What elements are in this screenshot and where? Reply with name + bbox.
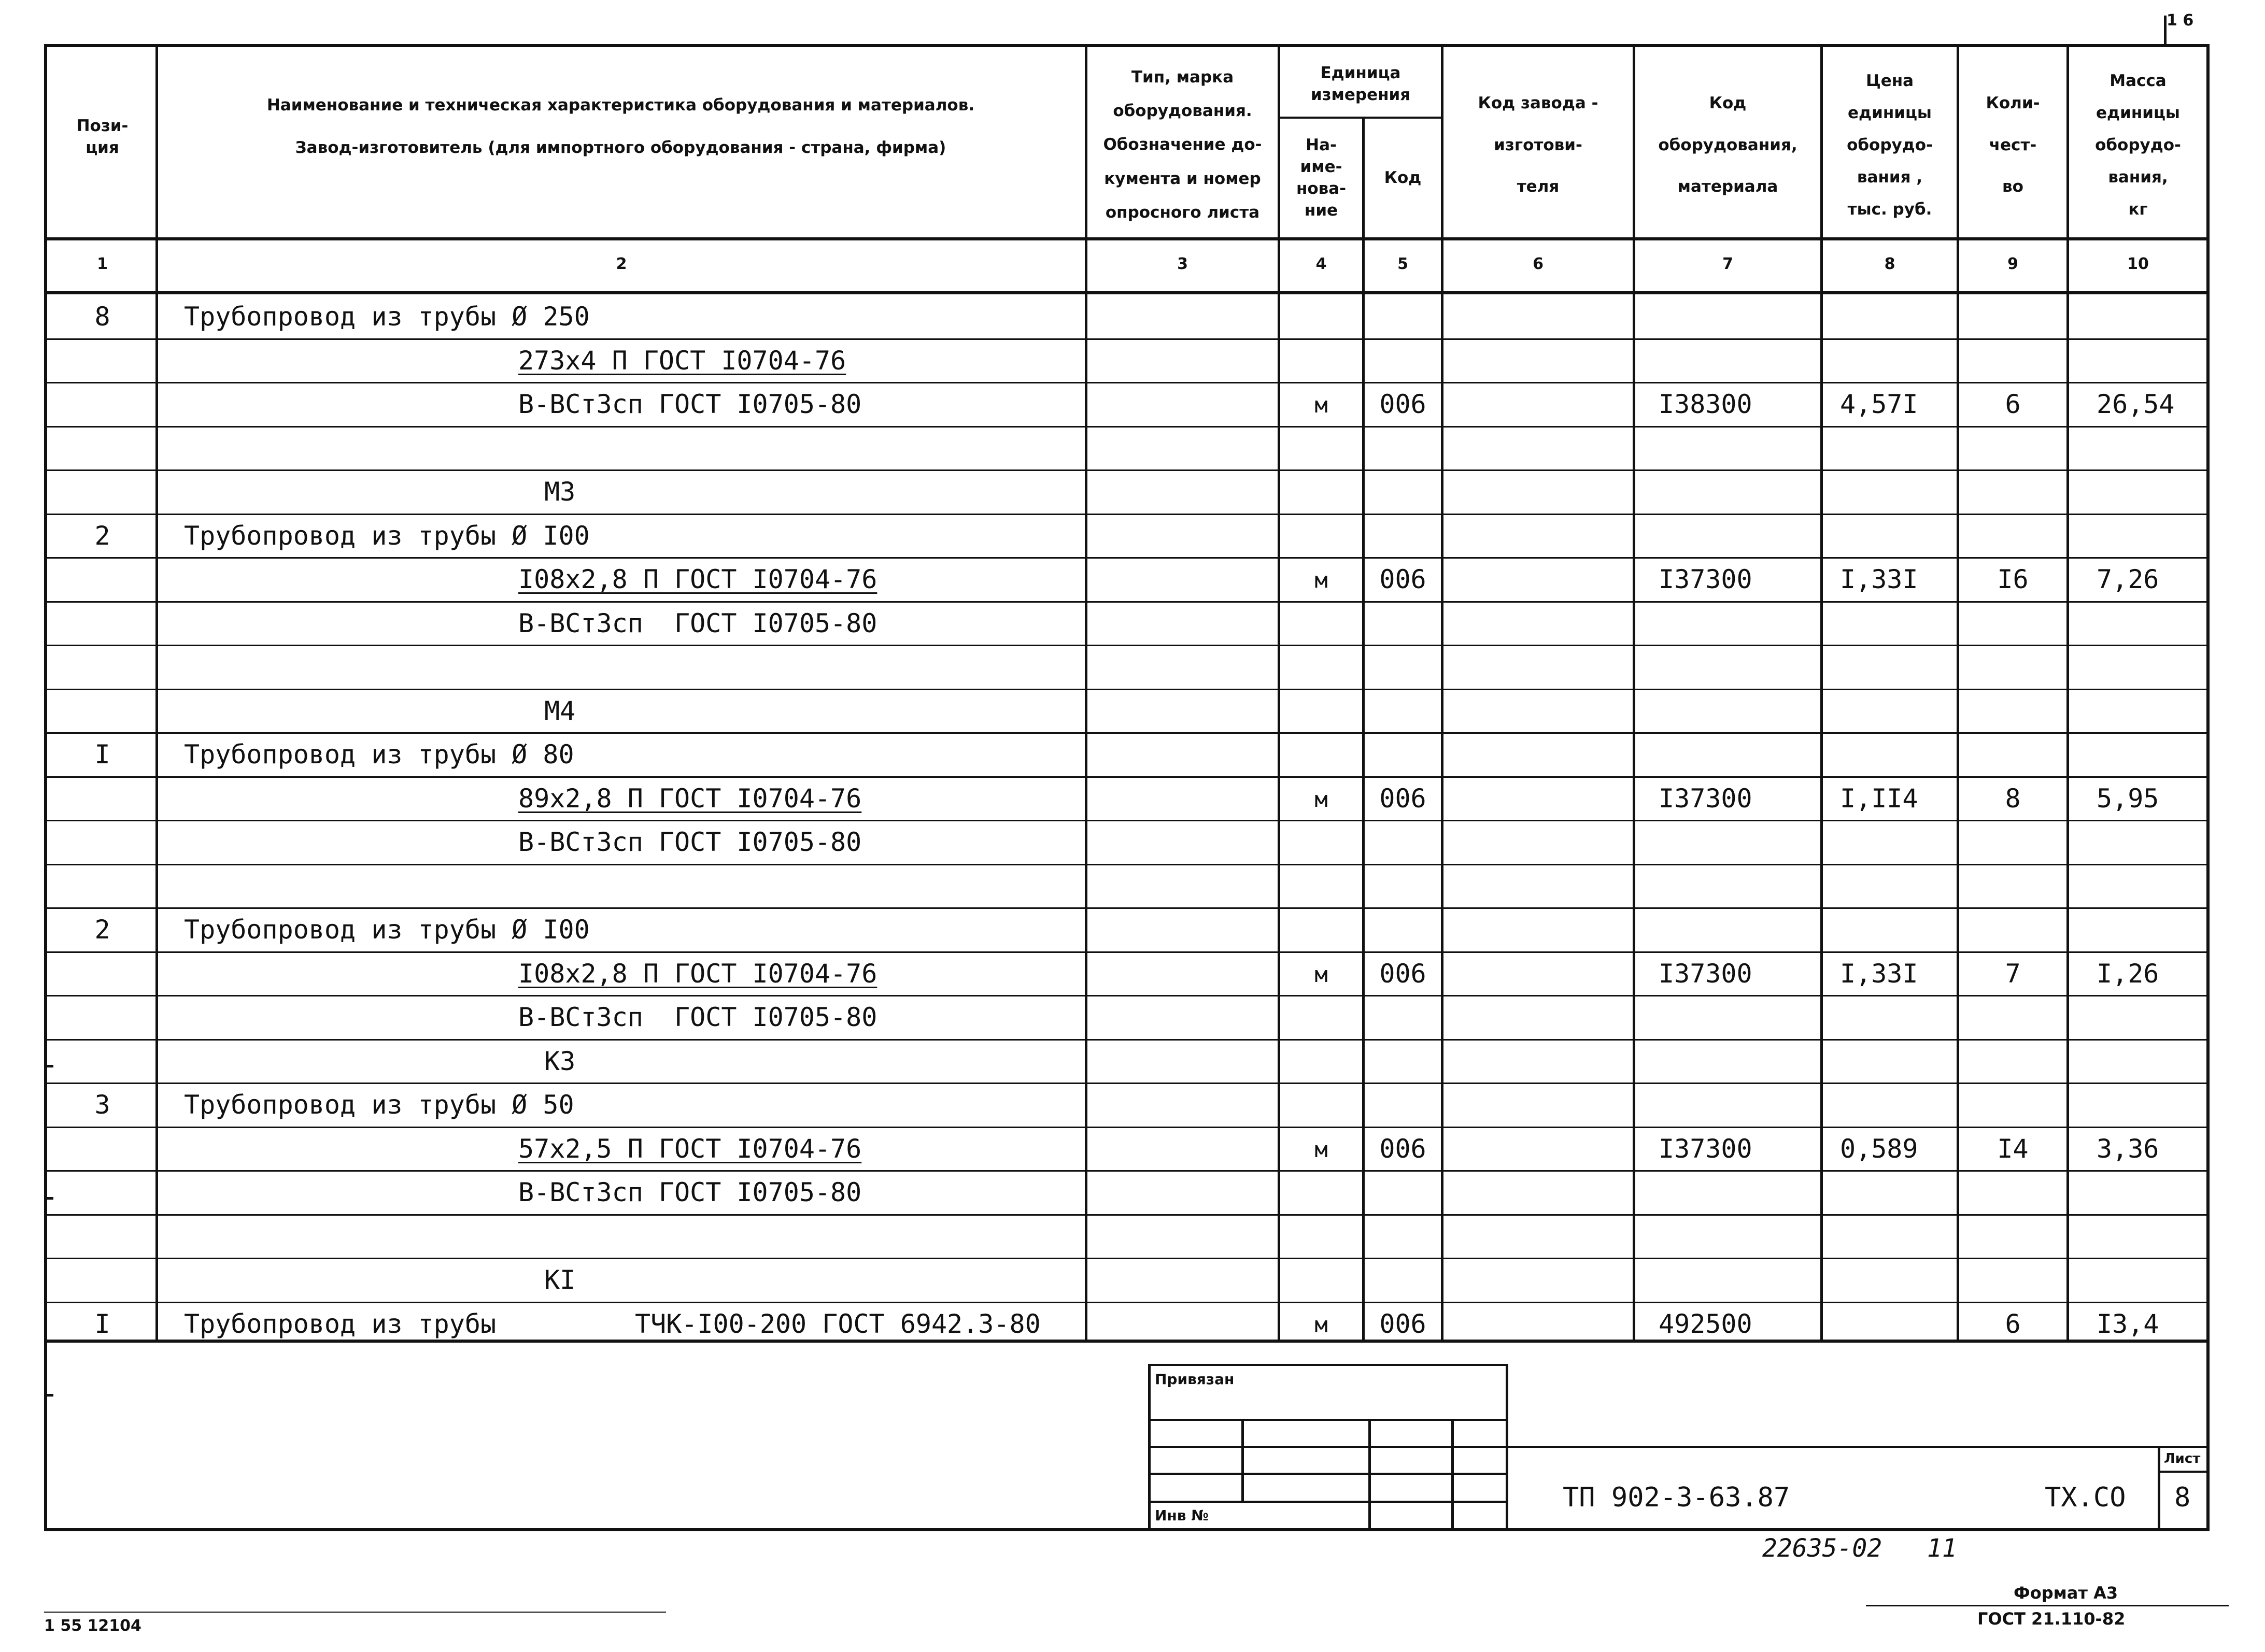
sheet-number: 8	[2174, 1482, 2191, 1513]
header-type: Тип, марка оборудования. Обозначение до- кумента и номер опросного листа	[1103, 68, 1262, 222]
row-spec: 57x2,5 П ГОСТ I0704-76	[518, 1133, 862, 1164]
section-label: М3	[544, 477, 576, 507]
row-divider	[44, 995, 2210, 996]
row-unit: м	[1314, 567, 1328, 593]
document-type: ТХ.СО	[2045, 1482, 2126, 1513]
column-number: 2	[616, 255, 627, 273]
row-quantity: I4	[1997, 1133, 2029, 1164]
row-position: 2	[94, 520, 110, 551]
column-number: 10	[2127, 255, 2149, 273]
inventory-label: Инв №	[1155, 1507, 1209, 1524]
column-number-line	[44, 291, 2210, 294]
column-number: 6	[1533, 255, 1544, 273]
row-divider	[44, 1258, 2210, 1259]
row-price: I,33I	[1840, 958, 1918, 989]
row-unit: м	[1314, 1312, 1328, 1337]
row-divider	[44, 514, 2210, 515]
row-unit-code: 006	[1379, 783, 1426, 814]
row-divider	[44, 382, 2210, 383]
section-label: К3	[544, 1046, 576, 1076]
corner-mark: 1 6	[2167, 11, 2194, 30]
header-quantity: Коли- чест- во	[1986, 94, 2040, 196]
row-name: Трубопровод из трубы Ø I00	[184, 915, 590, 945]
table-bottom-line	[44, 1340, 2210, 1343]
header-unit-group: Единица измерения	[1310, 63, 1411, 104]
row-spec: В-ВСт3сп ГОСТ I0705-80	[518, 1002, 877, 1032]
row-spec: В-ВСт3сп ГОСТ I0705-80	[518, 1177, 862, 1207]
row-divider	[44, 645, 2210, 646]
row-divider	[44, 1039, 2210, 1041]
row-material-code: 492500	[1659, 1308, 1752, 1339]
margin-tick	[44, 1065, 53, 1067]
gost-label: ГОСТ 21.110-82	[1977, 1609, 2126, 1629]
row-name: Трубопровод из трубы Ø 80	[184, 739, 574, 770]
document-code: ТП 902-3-63.87	[1563, 1482, 1790, 1513]
header-factory-code: Код завода - изготови- теля	[1478, 94, 1598, 196]
row-divider	[44, 1214, 2210, 1216]
row-mass: 26,54	[2097, 389, 2175, 419]
row-position: 3	[94, 1090, 110, 1120]
header-unit-name: На- име- нова- ние	[1296, 136, 1347, 220]
row-mass: 3,36	[2097, 1133, 2159, 1164]
column-number: 3	[1177, 255, 1188, 273]
margin-tick	[44, 1197, 53, 1200]
row-divider	[44, 1170, 2210, 1172]
row-divider	[44, 951, 2210, 953]
print-code: 1 55 12104	[44, 1617, 141, 1635]
row-position: I	[94, 739, 110, 770]
row-spec: В-ВСт3сп ГОСТ I0705-80	[518, 389, 862, 419]
row-unit: м	[1314, 1136, 1328, 1162]
row-price: I,II4	[1840, 783, 1918, 814]
column-number: 9	[2007, 255, 2018, 273]
header-unit-code: Код	[1384, 168, 1422, 188]
column-number: 7	[1722, 255, 1733, 273]
row-unit-code: 006	[1379, 1133, 1426, 1164]
row-unit-code: 006	[1379, 958, 1426, 989]
column-number: 1	[97, 255, 108, 273]
margin-tick	[44, 1394, 53, 1397]
header-name: Наименование и техническая характеристика оборудования и материалов. Завод-изготовитель (для импортного оборудования - страна, фирма)	[266, 96, 975, 157]
row-name: Трубопровод из трубы Ø 50	[184, 1090, 574, 1120]
row-divider	[44, 338, 2210, 340]
row-material-code: I37300	[1659, 958, 1752, 989]
row-divider	[44, 732, 2210, 734]
row-unit: м	[1314, 392, 1328, 418]
row-divider	[44, 1083, 2210, 1084]
row-spec: I08x2,8 П ГОСТ I0704-76	[518, 564, 877, 594]
row-spec: В-ВСт3сп ГОСТ I0705-80	[518, 827, 862, 857]
row-price: I,33I	[1840, 564, 1918, 594]
row-position: I	[94, 1308, 110, 1339]
row-unit-code: 006	[1379, 564, 1426, 594]
row-material-code: I37300	[1659, 1133, 1752, 1164]
row-spec: В-ВСт3сп ГОСТ I0705-80	[518, 608, 877, 638]
row-divider	[44, 776, 2210, 778]
header-price: Цена единицы оборудо- вания , тыс. руб.	[1847, 72, 1933, 219]
row-divider	[44, 1302, 2210, 1303]
sheet-label: Лист	[2164, 1451, 2201, 1466]
header-material-code: Код оборудования, материала	[1658, 94, 1797, 196]
row-mass: I,26	[2097, 958, 2159, 989]
column-number: 8	[1884, 255, 1895, 273]
section-label: М4	[544, 695, 576, 726]
format-label: Формат А3	[2014, 1583, 2118, 1603]
row-name: Трубопровод из трубы Ø 250	[184, 302, 590, 332]
header-mass: Масса единицы оборудо- вания, кг	[2095, 72, 2181, 219]
row-material-code: I38300	[1659, 389, 1752, 419]
row-price: 4,57I	[1840, 389, 1918, 419]
header-position: Пози- ция	[76, 117, 129, 157]
unit-group-divider	[1278, 117, 1441, 119]
row-divider	[44, 820, 2210, 821]
row-quantity: 8	[2005, 783, 2021, 814]
row-unit: м	[1314, 786, 1328, 812]
row-divider	[44, 907, 2210, 909]
row-quantity: I6	[1997, 564, 2029, 594]
row-divider	[44, 557, 2210, 559]
row-name: Трубопровод из трубы	[184, 1308, 497, 1339]
row-material-code: I37300	[1659, 564, 1752, 594]
handwritten-number: 22635-02 11	[1762, 1534, 1957, 1563]
row-mass: 7,26	[2097, 564, 2159, 594]
row-material-code: I37300	[1659, 783, 1752, 814]
row-divider	[44, 689, 2210, 690]
row-quantity: 7	[2005, 958, 2021, 989]
column-number: 4	[1315, 255, 1327, 273]
column-number: 5	[1397, 255, 1408, 273]
row-divider	[44, 469, 2210, 471]
corner-tick	[2164, 16, 2167, 44]
row-name: Трубопровод из трубы Ø I00	[184, 520, 590, 551]
row-position: 8	[94, 302, 110, 332]
row-unit-code: 006	[1379, 1308, 1426, 1339]
row-price: 0,589	[1840, 1133, 1918, 1164]
row-mass: I3,4	[2097, 1308, 2159, 1339]
row-position: 2	[94, 915, 110, 945]
row-spec: 89x2,8 П ГОСТ I0704-76	[518, 783, 862, 814]
row-divider	[44, 601, 2210, 603]
row-mass: 5,95	[2097, 783, 2159, 814]
section-label: КI	[544, 1265, 576, 1295]
row-spec: 273x4 П ГОСТ I0704-76	[518, 345, 846, 376]
row-quantity: 6	[2005, 1308, 2021, 1339]
row-divider	[44, 1127, 2210, 1128]
row-spec: I08x2,8 П ГОСТ I0704-76	[518, 958, 877, 989]
row-unit-code: 006	[1379, 389, 1426, 419]
row-divider	[44, 864, 2210, 865]
row-extra: ТЧК-I00-200 ГОСТ 6942.3-80	[635, 1308, 1041, 1339]
privyazan-label: Привязан	[1155, 1371, 1235, 1388]
row-quantity: 6	[2005, 389, 2021, 419]
row-divider	[44, 426, 2210, 428]
row-unit: м	[1314, 961, 1328, 987]
